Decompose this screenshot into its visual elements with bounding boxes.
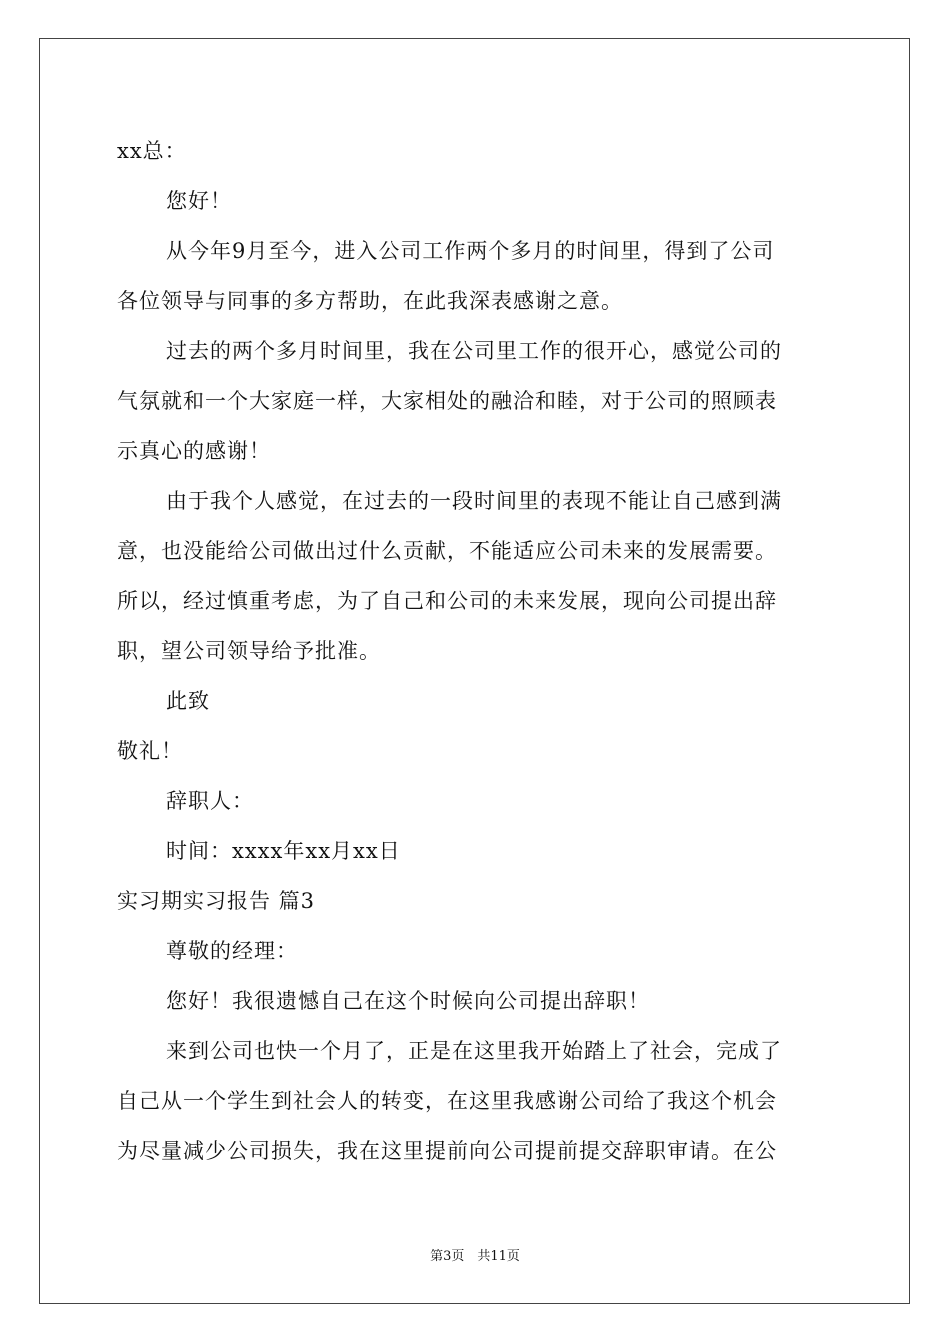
paragraph-line: 从今年9月至今，进入公司工作两个多月的时间里，得到了公司 xyxy=(166,239,775,263)
paragraph-line: 为尽量减少公司损失，我在这里提前向公司提前提交辞职审请。在公 xyxy=(117,1139,777,1163)
paragraph-line: 所以，经过慎重考虑，为了自己和公司的未来发展，现向公司提出辞 xyxy=(117,589,777,613)
closing-line: 敬礼！ xyxy=(117,739,183,763)
signature-label: 辞职人： xyxy=(166,789,254,813)
section-heading: 实习期实习报告 篇3 xyxy=(117,889,316,913)
paragraph-line: 示真心的感谢！ xyxy=(117,439,271,463)
paragraph-line: 自己从一个学生到社会人的转变，在这里我感谢公司给了我这个机会 xyxy=(117,1089,777,1113)
paragraph-line: 职，望公司领导给予批准。 xyxy=(117,639,381,663)
date-line: 时间：xxxx年xx月xx日 xyxy=(166,839,401,863)
paragraph-line: 由于我个人感觉，在过去的一段时间里的表现不能让自己感到满 xyxy=(166,489,782,513)
salutation: xx总： xyxy=(117,139,187,163)
page-footer: 第3页 共11页 xyxy=(430,1249,520,1264)
paragraph-line: 各位领导与同事的多方帮助，在此我深表感谢之意。 xyxy=(117,289,623,313)
paragraph-line: 意，也没能给公司做出过什么贡献，不能适应公司未来的发展需要。 xyxy=(117,539,777,563)
paragraph-line: 来到公司也快一个月了，正是在这里我开始踏上了社会，完成了 xyxy=(166,1039,782,1063)
greeting: 您好！ xyxy=(166,189,232,213)
paragraph-line: 气氛就和一个大家庭一样，大家相处的融洽和睦，对于公司的照顾表 xyxy=(117,389,777,413)
closing-line: 此致 xyxy=(166,689,210,713)
paragraph-line: 过去的两个多月时间里，我在公司里工作的很开心，感觉公司的 xyxy=(166,339,782,363)
greeting: 您好！我很遗憾自己在这个时候向公司提出辞职！ xyxy=(166,989,650,1013)
salutation: 尊敬的经理： xyxy=(166,939,298,963)
